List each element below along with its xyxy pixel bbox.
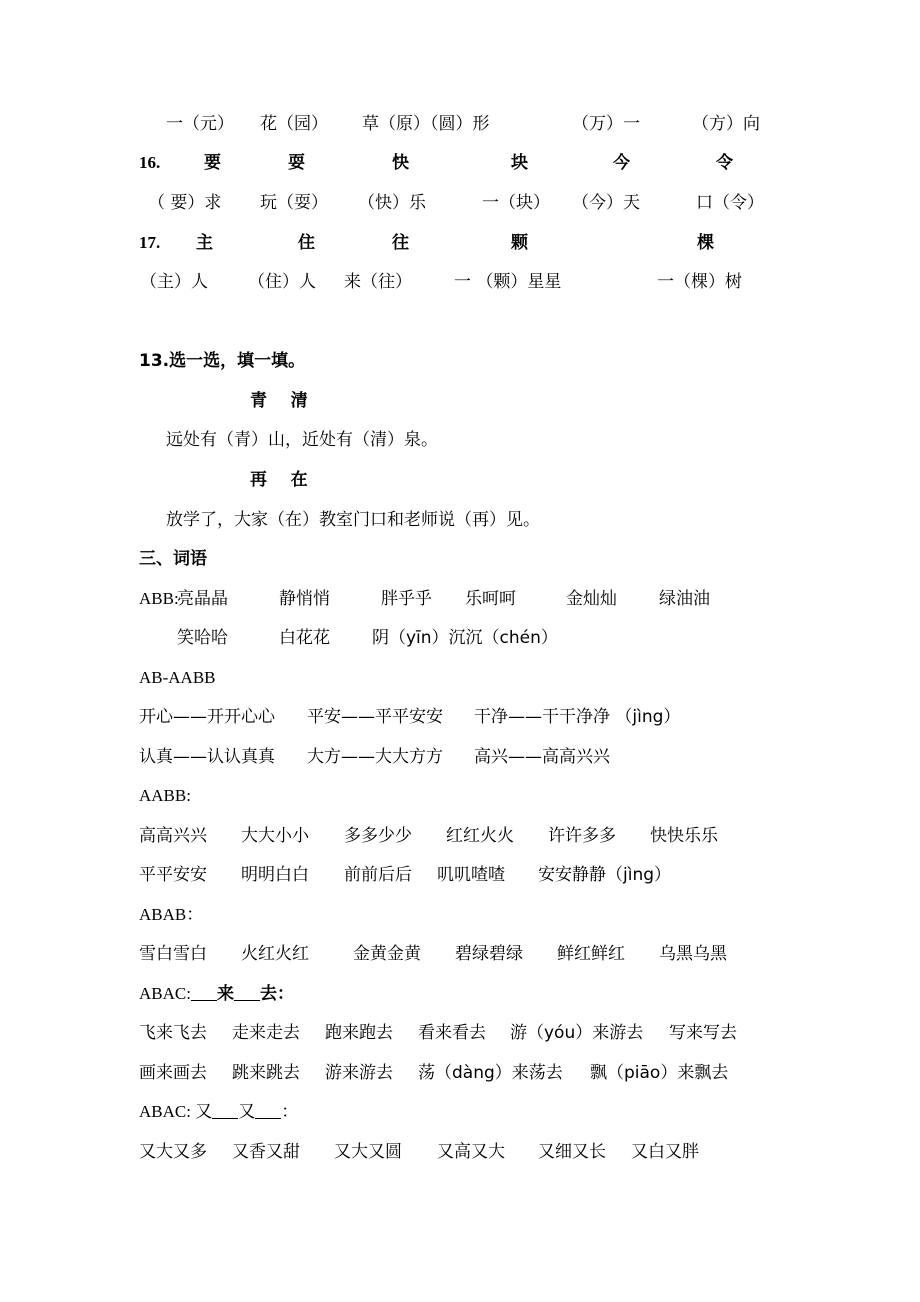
answer: 一（棵）树 [657, 272, 742, 292]
blank-line [191, 982, 217, 1001]
word: 大大小小 [241, 826, 309, 846]
pattern-word: 去： [259, 984, 294, 1004]
word: 平安——平平安安 [307, 707, 443, 727]
word: 干净——干干净净 （jìng） [474, 707, 681, 727]
char: 颗 [511, 233, 528, 253]
word: 火红火红 [241, 944, 309, 964]
answer: （ 要）求 [148, 193, 222, 213]
word: 又香又甜 [232, 1142, 300, 1162]
choice-pair: 再 在 [250, 470, 308, 490]
char: 块 [511, 153, 528, 173]
word: 飘（piāo）来飘去 [590, 1063, 729, 1083]
question-number: 17. [139, 233, 161, 252]
char: 快 [392, 153, 409, 173]
word: 走来走去 [232, 1023, 300, 1043]
word-pair: 花（园） [260, 114, 328, 134]
word: 乐呵呵 [465, 589, 516, 609]
char: 耍 [288, 153, 305, 173]
blank-line [255, 1100, 281, 1119]
pattern-label-row [0, 1098, 920, 1126]
word: 又细又长 [538, 1142, 606, 1162]
answer: （今）天 [572, 193, 640, 213]
ab-aabb-row [0, 703, 920, 731]
word: 安安静静（jìng） [538, 865, 672, 885]
pattern-label: ABB: [139, 589, 179, 608]
word: 绿油油 [659, 589, 710, 609]
char: 棵 [697, 233, 714, 253]
word: 荡（dàng）来荡去 [418, 1063, 563, 1083]
pattern-label-row [0, 664, 920, 692]
pattern-word: 来 [216, 984, 234, 1004]
answer: （快）乐 [358, 193, 426, 213]
word: 碧绿碧绿 [455, 944, 523, 964]
char: 要 [204, 153, 221, 173]
pattern-label: ABAB： [139, 905, 204, 924]
abb-row [0, 624, 920, 652]
word: 又大又多 [139, 1142, 207, 1162]
word: 跑来跑去 [325, 1023, 393, 1043]
char: 主 [196, 233, 213, 253]
abac-row [0, 1059, 920, 1087]
word: 快快乐乐 [650, 826, 718, 846]
abb-row [0, 585, 920, 613]
pattern-label [139, 1098, 298, 1126]
word: 又大又圆 [334, 1142, 402, 1162]
pattern-label-row [0, 980, 920, 1008]
word: 金黄金黄 [353, 944, 421, 964]
abab-row [0, 940, 920, 968]
word-pair: （万）一 [572, 114, 640, 134]
choice-pair: 青 清 [250, 391, 308, 411]
answer: 一 （颗）星星 [454, 272, 562, 292]
word: 游（yóu）来游去 [510, 1023, 644, 1043]
word-pair: 草（原）（圆）形 [362, 114, 490, 134]
word: 静悄悄 [279, 589, 330, 609]
word: 乌黑乌黑 [659, 944, 727, 964]
word: 高高兴兴 [139, 826, 207, 846]
pairs-line [0, 110, 920, 138]
pattern-prefix: ABAC: 又 [139, 1102, 213, 1121]
word: 鲜红鲜红 [557, 944, 625, 964]
section-title: 三、词语 [139, 549, 207, 569]
word: 飞来飞去 [139, 1023, 207, 1043]
abac-row [0, 1138, 920, 1166]
word: 白花花 [279, 628, 330, 648]
question-17-chars [0, 229, 920, 257]
word: 亮晶晶 [177, 589, 228, 609]
pattern-label-row [0, 901, 920, 929]
blank-line [212, 1100, 238, 1119]
word: 前前后后 [344, 865, 412, 885]
question-number: 16. [139, 153, 161, 172]
word-pair: 一（元） [166, 114, 234, 134]
word: 看来看去 [418, 1023, 486, 1043]
word: 又白又胖 [631, 1142, 699, 1162]
word: 游来游去 [325, 1063, 393, 1083]
word: 写来写去 [669, 1023, 737, 1043]
word: 明明白白 [241, 865, 309, 885]
ab-aabb-row [0, 743, 920, 771]
word: 阴（yīn）沉沉（chén） [372, 628, 558, 648]
word-pair: （方）向 [692, 114, 760, 134]
word: 平平安安 [139, 865, 207, 885]
char: 住 [298, 233, 315, 253]
sentence: 放学了，大家（在）教室门口和老师说（再）见。 [166, 510, 540, 530]
pattern-label: AABB: [139, 786, 191, 805]
word: 多多少少 [344, 826, 412, 846]
answer: 一（块） [482, 193, 550, 213]
word: 跳来跳去 [232, 1063, 300, 1083]
pattern-label [139, 980, 294, 1008]
word: 高兴——高高兴兴 [474, 747, 610, 767]
word: 许许多多 [548, 826, 616, 846]
pattern-label: AB-AABB [139, 668, 216, 687]
word: 金灿灿 [566, 589, 617, 609]
word: 叽叽喳喳 [437, 865, 505, 885]
char: 往 [392, 233, 409, 253]
aabb-row [0, 861, 920, 889]
word: 认真——认认真真 [139, 747, 275, 767]
word: 笑哈哈 [177, 628, 228, 648]
answer: 来（往） [344, 272, 412, 292]
pattern-prefix: ABAC: [139, 984, 191, 1003]
answer: （住）人 [248, 272, 316, 292]
word: 雪白雪白 [139, 944, 207, 964]
question-16-chars [0, 149, 920, 177]
aabb-row [0, 822, 920, 850]
blank-line [234, 982, 260, 1001]
word: 开心——开开心心 [139, 707, 275, 727]
word: 画来画去 [139, 1063, 207, 1083]
word: 又高又大 [437, 1142, 505, 1162]
question-13-title: 13.选一选，填一填。 [139, 351, 306, 371]
answer: 口（令） [696, 193, 764, 213]
question-16-answers [0, 189, 920, 217]
char: 令 [716, 153, 733, 173]
abac-row [0, 1019, 920, 1047]
answer: （主）人 [140, 272, 208, 292]
word: 胖乎乎 [381, 589, 432, 609]
pattern-word: ： [281, 1102, 299, 1122]
sentence: 远处有（青）山，近处有（清）泉。 [166, 430, 438, 450]
pattern-word: 又 [238, 1102, 256, 1122]
word: 红红火火 [446, 826, 514, 846]
question-17-answers [0, 268, 920, 296]
char: 今 [613, 153, 630, 173]
word: 大方——大大方方 [307, 747, 443, 767]
answer: 玩（耍） [260, 193, 328, 213]
pattern-label-row [0, 782, 920, 810]
